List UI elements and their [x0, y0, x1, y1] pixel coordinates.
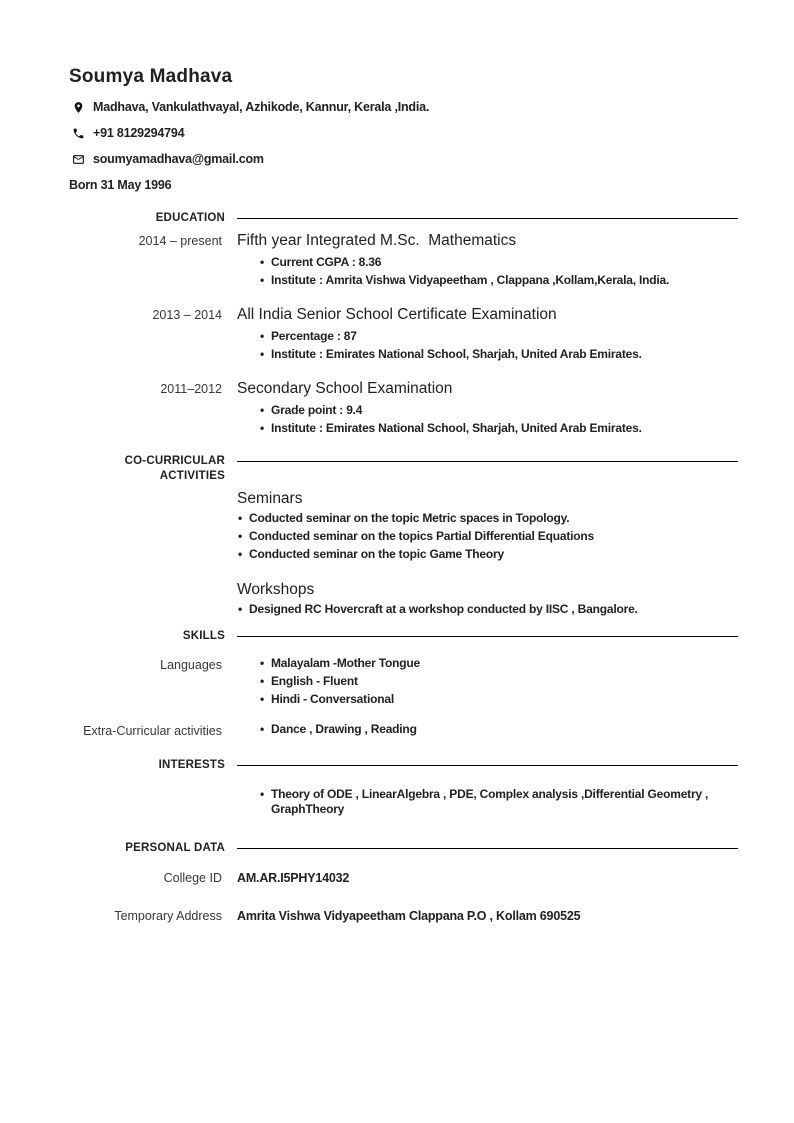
skill-bullets [237, 722, 738, 737]
interests-heading-row [60, 758, 738, 773]
section-rule [237, 461, 738, 462]
section-cocurricular-activities [60, 454, 738, 629]
row-label: Languages [160, 658, 222, 672]
cocurricular-content [60, 490, 738, 629]
entry-date: 2013 – 2014 [152, 308, 222, 322]
bullet-item: • Institute : Emirates National School, Sharjah, United Arab Emirates. [237, 347, 738, 362]
row-value: AM.AR.I5PHY14032 [237, 871, 350, 885]
personal-row-temporary-address [60, 907, 738, 924]
skills-row-extracurricular [60, 722, 738, 740]
contact-row-email [69, 152, 738, 166]
bullet-item: • Designed RC Hovercraft at a workshop conducted by IISC , Bangalore. [237, 602, 738, 617]
group-title: Workshops [237, 581, 315, 598]
entry-title: Fifth year Integrated M.Sc. Mathematics [237, 232, 517, 249]
email-icon [72, 153, 85, 166]
interest-bullets [237, 787, 738, 817]
section-skills [60, 629, 738, 740]
entry-bullets [237, 403, 738, 436]
bullet-item: • Institute : Amrita Vishwa Vidyapeetham , Clappana ,Kollam,Kerala, India. [237, 273, 738, 288]
section-education [60, 211, 738, 439]
personal-row-college-id [60, 869, 738, 886]
entry-bullets [237, 329, 738, 362]
contact-phone-text: +91 8129294794 [93, 126, 185, 140]
activity-group-seminars [237, 490, 738, 562]
bullet-item: • Malayalam -Mother Tongue [237, 656, 738, 671]
contact-email-text: soumyamadhava@gmail.com [93, 152, 264, 166]
education-entry [60, 380, 738, 439]
skills-row-languages [60, 656, 738, 710]
row-value: Amrita Vishwa Vidyapeetham Clappana P.O , Kollam 690525 [237, 909, 581, 923]
section-heading: EDUCATION [155, 212, 225, 224]
section-heading: SKILLS [182, 630, 225, 642]
contact-address-text: Madhava, Vankulathvayal, Azhikode, Kannur, Kerala ,India. [93, 100, 430, 114]
resume-body [60, 211, 738, 924]
interests-content [60, 773, 738, 829]
activity-group-workshops [237, 581, 738, 617]
entry-title: Secondary School Examination [237, 380, 453, 397]
contact-row-address [69, 100, 738, 114]
row-label: College ID [163, 871, 222, 885]
section-heading: PERSONAL DATA [125, 842, 225, 854]
bullet-item: • Grade point : 9.4 [237, 403, 738, 418]
education-heading-row [60, 211, 738, 226]
skill-bullets [237, 656, 738, 707]
section-personal-data [60, 841, 738, 924]
row-label: Temporary Address [114, 909, 222, 923]
education-entry [60, 306, 738, 365]
skills-heading-row [60, 629, 738, 644]
bullet-item: • English - Fluent [237, 674, 738, 689]
section-rule [237, 765, 738, 766]
phone-icon [72, 127, 85, 140]
bullet-item: • Conducted seminar on the topics Partial Differential Equations [237, 529, 738, 544]
section-rule [237, 848, 738, 849]
section-heading: INTERESTS [158, 759, 225, 771]
location-pin-icon [72, 101, 85, 114]
entry-title: All India Senior School Certificate Examination [237, 306, 557, 323]
group-title: Seminars [237, 490, 303, 507]
bullet-item: • Dance , Drawing , Reading [237, 722, 738, 737]
row-label: Extra-Curricular activities [83, 724, 222, 738]
section-heading: CO-CURRICULAR ACTIVITIES [124, 455, 225, 482]
cocurricular-heading-row [60, 454, 738, 484]
resume-header [60, 66, 738, 192]
bullet-item: • Hindi - Conversational [237, 692, 738, 707]
bullet-item: • Percentage : 87 [237, 329, 738, 344]
bullet-item: • Coducted seminar on the topic Metric spaces in Topology. [237, 511, 738, 526]
bullet-item: • Institute : Emirates National School, Sharjah, United Arab Emirates. [237, 421, 738, 436]
bullet-item: • Theory of ODE , LinearAlgebra , PDE, Complex analysis ,Differential Geometry , GraphTheory [237, 787, 738, 817]
contact-row-phone [69, 126, 738, 140]
section-rule [237, 218, 738, 219]
entry-date: 2011–2012 [160, 382, 222, 396]
entry-date: 2014 – present [138, 234, 222, 248]
personal-heading-row [60, 841, 738, 856]
bullet-item: • Current CGPA : 8.36 [237, 255, 738, 270]
section-rule [237, 636, 738, 637]
education-entry [60, 232, 738, 291]
person-name: Soumya Madhava [69, 66, 233, 87]
section-interests [60, 758, 738, 829]
entry-bullets [237, 255, 738, 288]
bullet-item: • Conducted seminar on the topic Game Theory [237, 547, 738, 562]
birth-date: Born 31 May 1996 [69, 178, 172, 192]
